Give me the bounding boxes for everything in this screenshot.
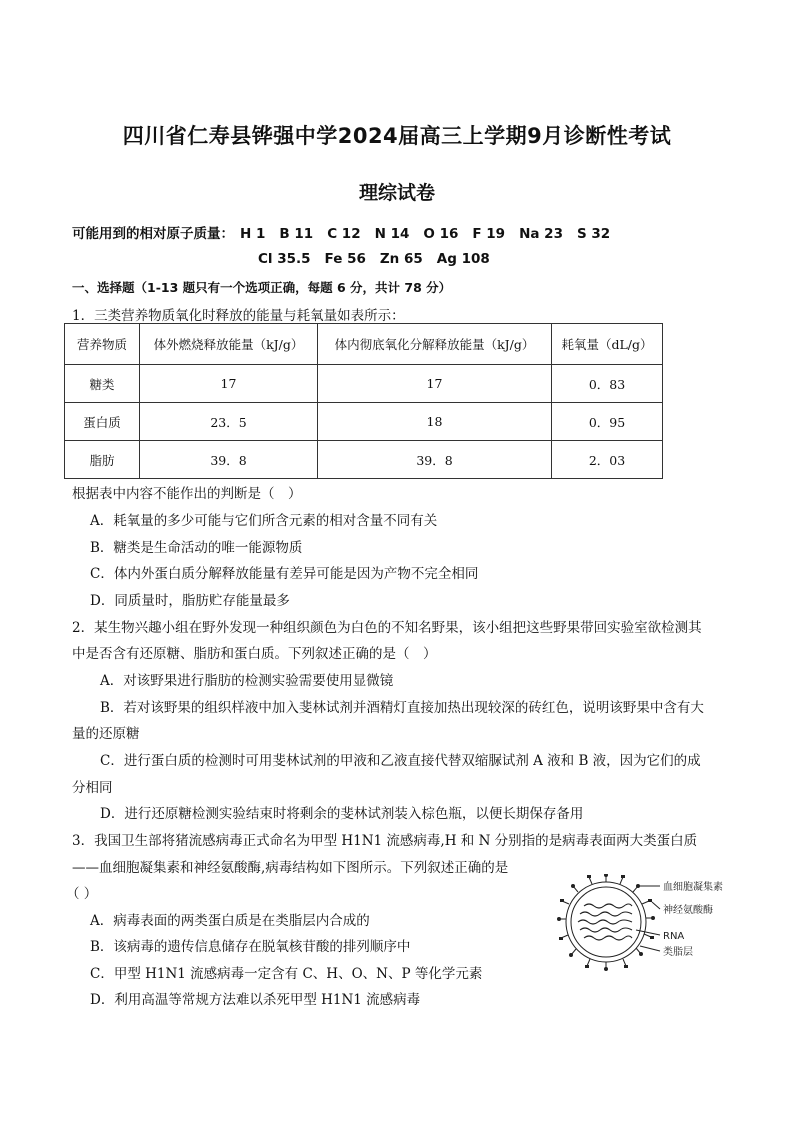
q1-option-a[interactable]: A．耗氧量的多少可能与它们所含元素的相对含量不同有关: [90, 513, 438, 529]
atomic-mass-item: Cl 35.5: [258, 251, 311, 267]
atomic-mass-line-1: [72, 222, 624, 242]
table-header-cell: 体外燃烧释放能量（kJ/g）: [140, 324, 318, 365]
atomic-mass-item: B 11: [279, 226, 314, 242]
exam-subtitle: 理综试卷: [358, 182, 435, 204]
q2-stem-line2: 中是否含有还原糖、脂肪和蛋白质。下列叙述正确的是（ ）: [72, 646, 437, 662]
q1-option-c[interactable]: C．体内外蛋白质分解释放能量有差异可能是因为产物不完全相同: [90, 566, 479, 582]
q3-option-b[interactable]: B．该病毒的遗传信息储存在脱氧核苷酸的排列顺序中: [90, 939, 411, 955]
atomic-mass-item: Na 23: [519, 226, 563, 242]
table-header-cell: 营养物质: [65, 324, 140, 365]
atomic-mass-item: N 14: [374, 226, 410, 242]
table-cell: 2．03: [552, 441, 663, 479]
atomic-mass-item: H 1: [240, 226, 266, 242]
q1-stem: 1．三类营养物质氧化时释放的能量与耗氧量如表所示：: [72, 308, 405, 324]
label-neuraminidase: 神经氨酸酶: [663, 905, 713, 916]
table-cell: 脂肪: [65, 441, 140, 479]
table-header-cell: 耗氧量（dL/g）: [552, 324, 663, 365]
q2-option-b-line1[interactable]: B．若对该野果的组织样液中加入斐林试剂并酒精灯直接加热出现较深的砖红色，说明该野果中含有大: [100, 700, 704, 716]
table-cell: 39．8: [318, 441, 552, 479]
atomic-mass-line-2: [258, 251, 504, 267]
lipid-layer-inner: [571, 887, 641, 957]
label-hemagglutinin: 血细胞凝集素: [663, 882, 723, 893]
q3-option-d[interactable]: D．利用高温等常规方法难以杀死甲型 H1N1 流感病毒: [90, 992, 421, 1008]
q2-option-d[interactable]: D．进行还原糖检测实验结束时将剩余的斐林试剂装入棕色瓶，以便长期保存备用: [100, 806, 584, 822]
q2-option-c-line1[interactable]: C．进行蛋白质的检测时可用斐林试剂的甲液和乙液直接代替双缩脲试剂 A 液和 B 液，因为它们的成: [100, 753, 701, 769]
q3-option-a[interactable]: A．病毒表面的两类蛋白质是在类脂层内合成的: [90, 913, 370, 929]
q3-answer-bracket: （ ）: [66, 886, 98, 902]
atomic-mass-item: Zn 65: [379, 251, 423, 267]
q1-option-b[interactable]: B．糖类是生命活动的唯一能源物质: [90, 540, 303, 556]
atomic-mass-item: F 19: [472, 226, 506, 242]
table-row: [65, 441, 663, 479]
table-cell: 17: [140, 365, 318, 403]
q2-option-c-line2[interactable]: 分相同: [72, 780, 113, 796]
table-cell: 18: [318, 403, 552, 441]
q3-stem-line1: 3．我国卫生部将猪流感病毒正式命名为甲型 H1N1 流感病毒,H 和 N 分别指的是病毒表面两大类蛋白质: [72, 833, 698, 849]
table-cell: 蛋白质: [65, 403, 140, 441]
surface-protein-spikes: [559, 875, 653, 969]
table-cell: 0．83: [552, 365, 663, 403]
table-header-row: [65, 324, 663, 365]
atomic-mass-item: Fe 56: [324, 251, 366, 267]
section-heading: 一、选择题（1-13 题只有一个选项正确，每题 6 分，共计 78 分）: [72, 280, 452, 295]
q1-option-d[interactable]: D．同质量时，脂肪贮存能量最多: [90, 593, 290, 609]
q3-option-c[interactable]: C．甲型 H1N1 流感病毒一定含有 C、H、O、N、P 等化学元素: [90, 966, 483, 982]
atomic-mass-label: 可能用到的相对原子质量：: [72, 226, 234, 242]
q1-question: 根据表中内容不能作出的判断是（ ）: [72, 486, 302, 502]
exam-title: 四川省仁寿县铧强中学2024届高三上学期9月诊断性考试: [122, 124, 672, 148]
q3-stem-line2: ——血细胞凝集素和神经氨酸酶,病毒结构如下图所示。下列叙述正确的是: [72, 860, 509, 876]
table-cell: 0．95: [552, 403, 663, 441]
nutrient-table: [64, 323, 663, 479]
atomic-mass-item: O 16: [423, 226, 459, 242]
table-row: [65, 365, 663, 403]
table-header-cell: 体内彻底氧化分解释放能量（kJ/g）: [318, 324, 552, 365]
atomic-mass-item: S 32: [576, 226, 611, 242]
q2-option-b-line2[interactable]: 量的还原糖: [72, 726, 140, 742]
q2-option-a[interactable]: A．对该野果进行脂肪的检测实验需要使用显微镜: [100, 673, 394, 689]
table-row: [65, 403, 663, 441]
atomic-mass-item: Ag 108: [436, 251, 490, 267]
rna-strands: [578, 904, 632, 940]
table-cell: 39．8: [140, 441, 318, 479]
q2-stem-line1: 2．某生物兴趣小组在野外发现一种组织颜色为白色的不知名野果，该小组把这些野果带回实验室欲检测其: [72, 620, 702, 636]
table-cell: 23．5: [140, 403, 318, 441]
virus-structure-figure: [556, 874, 776, 974]
table-cell: 糖类: [65, 365, 140, 403]
label-rna: RNA: [663, 931, 685, 942]
atomic-mass-item: C 12: [327, 226, 361, 242]
table-cell: 17: [318, 365, 552, 403]
label-lipid-layer: 类脂层: [663, 947, 693, 958]
